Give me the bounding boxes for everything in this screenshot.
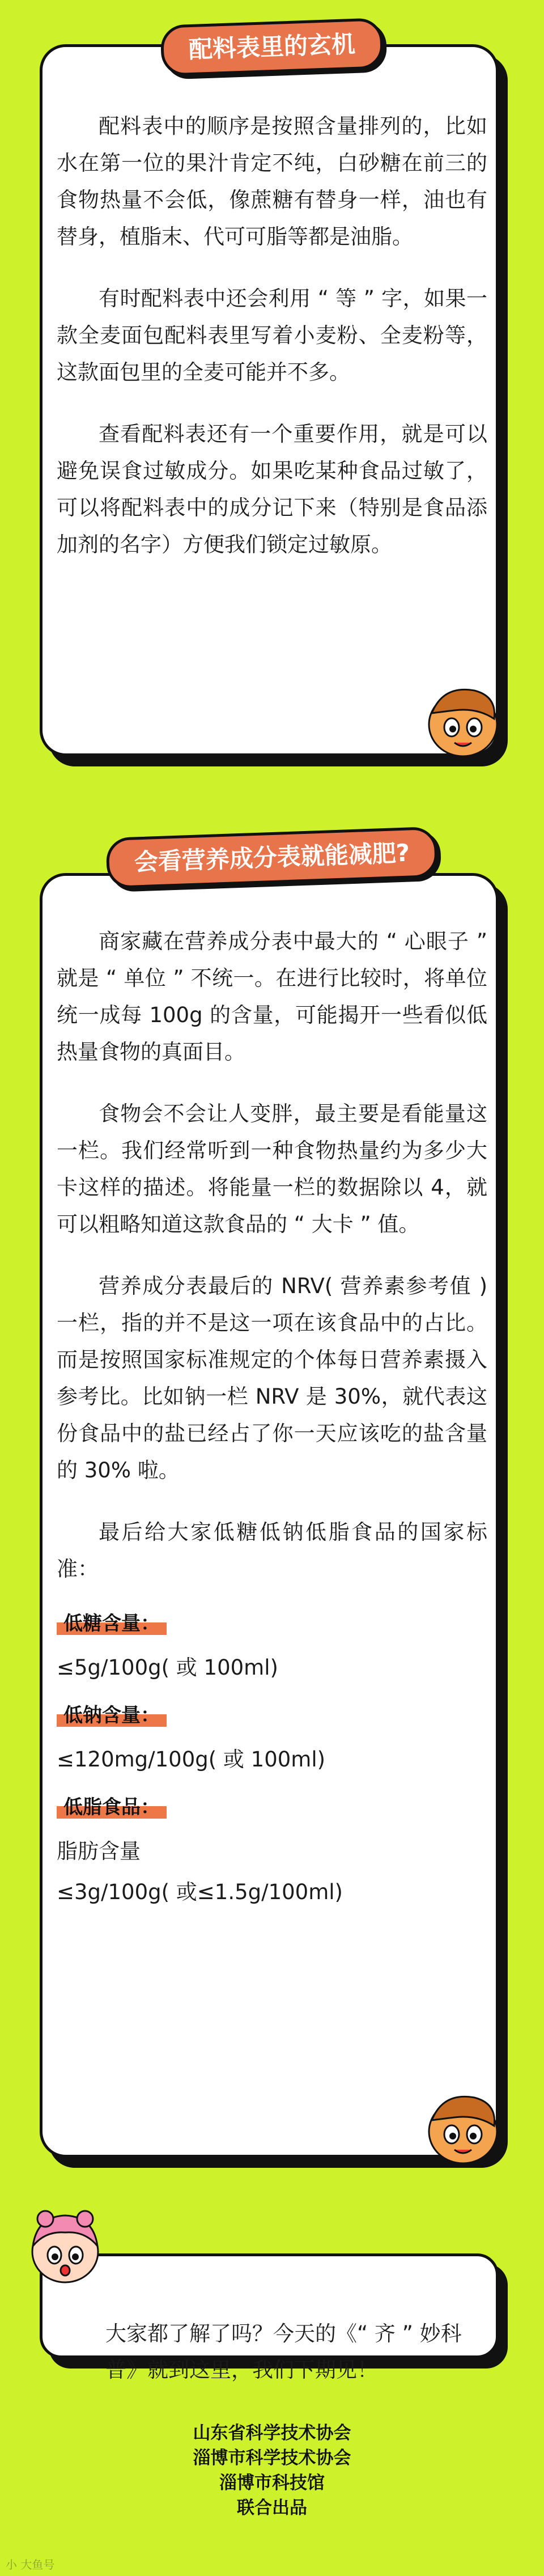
low-sodium-value: ≤120mg/100g( 或 100ml): [57, 1747, 326, 1772]
footer-credits: [0, 2421, 544, 2520]
watermark: 小 大鱼号: [6, 2558, 55, 2571]
footer-line: 淄博市科学技术协会: [193, 2448, 351, 2468]
mascot-boy-icon: [420, 2086, 505, 2171]
mascot-boy-icon: [420, 679, 505, 764]
paragraph: 配料表中的顺序是按照含量排列的，比如水在第一位的果汁肯定不纯，白砂糖在前三的食物热量不会低，像蔗糖有替身一样，油也有替身，植脂末、代可可脂等都是油脂。: [57, 114, 487, 249]
low-sodium-label: 低钠含量：: [57, 1704, 167, 1727]
paragraph: 有时配料表中还会利用 “ 等 ” 字，如果一款全麦面包配料表里写着小麦粉、全麦粉等，这款面包里的全麦可能并不多。: [57, 286, 487, 384]
footer-line: 山东省科学技术协会: [193, 2423, 351, 2443]
paragraph: 商家藏在营养成分表中最大的 “ 心眼子 ” 就是 “ 单位 ” 不统一。在进行比较时，将单位统一成每 100g 的含量，可能揭开一些看似低热量食物的真面目。: [57, 929, 487, 1064]
footer-line: 淄博市科技馆: [219, 2473, 325, 2493]
paragraph: 食物会不会让人变胖，最主要是看能量这一栏。我们经常听到一种食物热量约为多少大卡这样的描述。将能量一栏的数据除以 4，就可以粗略知道这款食品的 “ 大卡 ” 值。: [57, 1101, 487, 1236]
closing-text: 大家都了解了吗？今天的《“ 齐 ” 妙科普》就到这里，我们下期见！: [105, 2321, 462, 2382]
section-title-1: 配料表里的玄机: [160, 18, 384, 77]
low-fat-label: 低脂食品：: [57, 1796, 167, 1819]
low-fat-sub: 脂肪含量: [57, 1839, 141, 1863]
paragraph: 查看配料表还有一个重要作用，就是可以避免误食过敏成分。如果吃某种食品过敏了，可以将配料表中的成分记下来（特别是食品添加剂的名字）方便我们锁定过敏原。: [57, 422, 487, 557]
section-title-2: 会看营养成分表就能减肥?: [105, 827, 438, 889]
low-sugar-label: 低糖含量：: [57, 1612, 167, 1635]
low-sugar-value: ≤5g/100g( 或 100ml): [57, 1655, 278, 1680]
section-body-1: [57, 108, 487, 588]
section-body-2: [57, 923, 487, 1929]
paragraph: 最后给大家低糖低钠低脂食品的国家标准：: [57, 1520, 487, 1581]
low-fat-value: ≤3g/100g( 或≤1.5g/100ml): [57, 1880, 343, 1904]
footer-line: 联合出品: [237, 2498, 307, 2518]
paragraph: 营养成分表最后的 NRV( 营养素参考值 ) 一栏，指的并不是这一项在该食品中的占比。而是按照国家标准规定的个体每日营养素摄入参考比。比如钠一栏 NRV 是 30%，就代表这份食品中的盐已经占了你一天应该吃的盐含量的 30% 啦。: [57, 1274, 487, 1482]
mascot-girl-icon: [23, 2205, 108, 2290]
